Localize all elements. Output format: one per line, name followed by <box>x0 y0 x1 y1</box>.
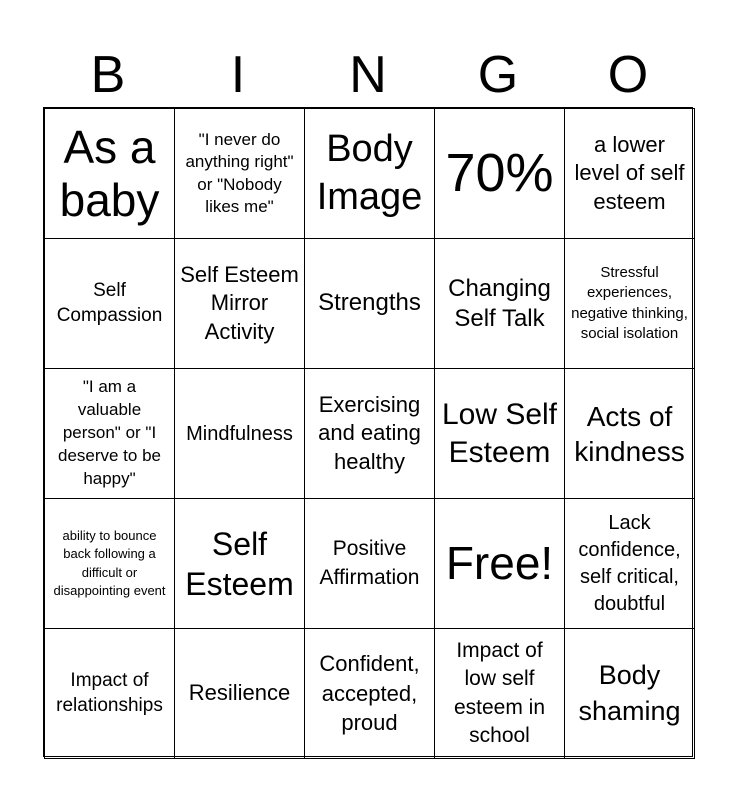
bingo-cell[interactable] <box>434 238 565 369</box>
bingo-cell-text: Impact of relationships <box>56 669 163 716</box>
bingo-cell-text: "I am a valuable person" or "I deserve to be happy" <box>57 377 161 488</box>
bingo-cell-text: a lower level of self esteem <box>574 131 685 214</box>
bingo-cell[interactable] <box>434 108 565 239</box>
bingo-cell-text: Body Image <box>316 128 423 218</box>
bingo-board <box>43 107 693 757</box>
bingo-cell-text: Self Esteem <box>185 525 294 602</box>
bingo-header <box>43 44 693 106</box>
bingo-cell[interactable] <box>304 238 435 369</box>
bingo-cell[interactable] <box>564 368 695 499</box>
bingo-cell[interactable] <box>434 498 565 629</box>
bingo-cell[interactable] <box>44 238 175 369</box>
bingo-cell-text: Low Self Esteem <box>441 398 558 469</box>
bingo-cell[interactable] <box>174 108 305 239</box>
bingo-cell[interactable] <box>44 498 175 629</box>
bingo-cell[interactable] <box>434 368 565 499</box>
bingo-cell[interactable] <box>564 238 695 369</box>
header-letter-n: N <box>349 46 387 104</box>
header-letter-i: I <box>230 46 246 104</box>
bingo-cell[interactable] <box>174 498 305 629</box>
bingo-cell[interactable] <box>564 108 695 239</box>
header-letter-o: O <box>607 46 649 104</box>
bingo-cell-text: Free! <box>445 537 554 590</box>
bingo-cell-text: "I never do anything right" or "Nobody likes me" <box>185 130 294 216</box>
bingo-cell[interactable] <box>434 628 565 759</box>
bingo-cell-text: Self Esteem Mirror Activity <box>180 261 299 344</box>
header-letter-b: B <box>90 46 126 104</box>
bingo-cell[interactable] <box>304 368 435 499</box>
bingo-cell[interactable] <box>44 628 175 759</box>
bingo-cell-text: As a baby <box>59 120 160 226</box>
bingo-cell-text: Confident, accepted, proud <box>319 650 420 736</box>
bingo-cell-text: ability to bounce back following a difficult or disappointing event <box>53 528 166 598</box>
bingo-cell[interactable] <box>304 108 435 239</box>
bingo-cell[interactable] <box>174 628 305 759</box>
bingo-cell-text: Self Compassion <box>56 279 163 326</box>
bingo-cell-text: Resilience <box>188 680 291 706</box>
bingo-cell[interactable] <box>304 628 435 759</box>
bingo-cell-text: Stressful experiences, negative thinking, social isolation <box>571 264 688 342</box>
bingo-cell-text: Lack confidence, self critical, doubtful <box>578 511 681 615</box>
bingo-cell[interactable] <box>44 108 175 239</box>
bingo-cell-text: Strengths <box>318 289 421 317</box>
bingo-cell[interactable] <box>564 628 695 759</box>
bingo-cell-text: Mindfulness <box>186 422 293 445</box>
bingo-cell[interactable] <box>564 498 695 629</box>
bingo-cell-text: Changing Self Talk <box>448 274 551 332</box>
bingo-cell-text: Exercising and eating healthy <box>318 391 421 474</box>
bingo-cell-text: Body shaming <box>578 660 681 726</box>
bingo-cell-text: Impact of low self esteem in school <box>453 638 546 747</box>
bingo-cell-text: 70% <box>445 142 554 203</box>
bingo-cell[interactable] <box>304 498 435 629</box>
header-letter-g: G <box>477 46 519 104</box>
bingo-cell[interactable] <box>44 368 175 499</box>
bingo-cell-text: Positive Affirmation <box>319 537 420 589</box>
bingo-cell[interactable] <box>174 368 305 499</box>
bingo-cell-text: Acts of kindness <box>574 400 685 467</box>
bingo-cell[interactable] <box>174 238 305 369</box>
